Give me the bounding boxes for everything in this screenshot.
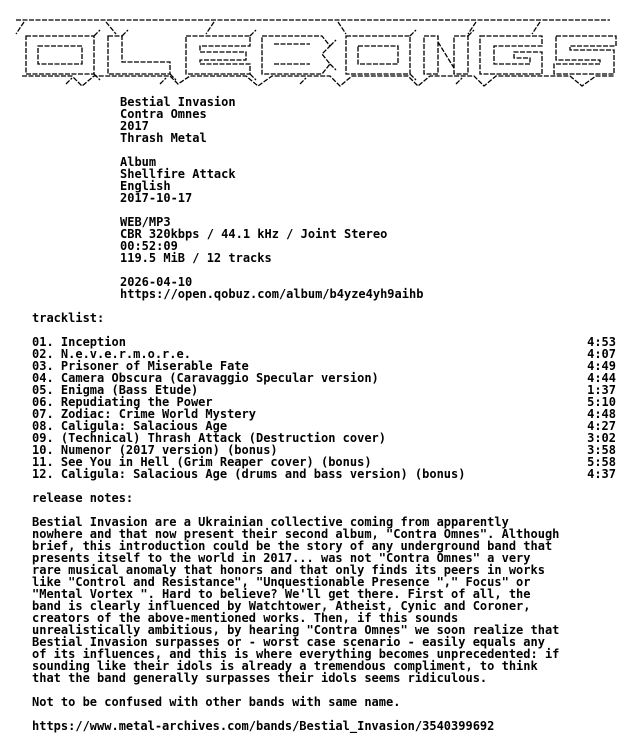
notes-line: unrealistically ambitious, by hearing "Contra Omnes" we soon realize that bbox=[32, 623, 560, 637]
notes-line: brief, this introduction could be the story of any underground band that bbox=[32, 539, 553, 553]
track-row: 12. Caligula: Salacious Age (drums and bass version) (bonus) 4:37 bbox=[32, 467, 616, 481]
notes-line: creators of the above-mentioned works. Then, if this sounds bbox=[32, 611, 459, 625]
track-row: 01. Inception 4:53 bbox=[32, 335, 616, 349]
notes-line: nowhere and that now present their second album, "Contra Omnes". Although bbox=[32, 527, 560, 541]
notes-line: Bestial Invasion surpasses or - worst case scenario - easily equals any bbox=[32, 635, 545, 649]
track-row: 05. Enigma (Bass Etude) 1:37 bbox=[32, 383, 616, 397]
notes-line: sounding like their idols is already a tremendous compliment, to think bbox=[32, 659, 538, 673]
track-row: 11. See You in Hell (Grim Reaper cover) (bonus) 5:58 bbox=[32, 455, 616, 469]
notes-line: Bestial Invasion are a Ukrainian collective coming from apparently bbox=[32, 515, 509, 529]
ascii-art-logo bbox=[10, 12, 622, 90]
track-row: 07. Zodiac: Crime World Mystery 4:48 bbox=[32, 407, 616, 421]
track-row: 04. Camera Obscura (Caravaggio Specular version) 4:44 bbox=[32, 371, 616, 385]
track-row: 10. Numenor (2017 version) (bonus) 3:58 bbox=[32, 443, 616, 457]
release-notes-header: release notes: bbox=[32, 491, 134, 505]
tracklist-header: tracklist: bbox=[32, 311, 105, 325]
notes-line: that the band generally surpasses their idols seems ridiculous. bbox=[32, 671, 488, 685]
track-row: 09. (Technical) Thrash Attack (Destruction cover) 3:02 bbox=[32, 431, 616, 445]
notes-line: band is clearly influenced by Watchtower, Atheist, Cynic and Coroner, bbox=[32, 599, 531, 613]
track-row: 08. Caligula: Salacious Age 4:27 bbox=[32, 419, 616, 433]
notes-line: presents itself to the world in 2017... was not "Contra Omnes" a very bbox=[32, 551, 531, 565]
notes-line: like "Control and Resistance", "Unquestionable Presence "," Focus" or bbox=[32, 575, 531, 589]
track-row: 03. Prisoner of Miserable Fate 4:49 bbox=[32, 359, 616, 373]
confusion-note: Not to be confused with other bands with same name. bbox=[32, 695, 401, 709]
notes-line: of its influences, and this is where everything becomes unprecedented: if bbox=[32, 647, 560, 661]
notes-line: "Mental Vortex ". Hard to believe? We'll get there. First of all, the bbox=[32, 587, 531, 601]
track-row: 02. N.e.v.e.r.m.o.r.e. 4:07 bbox=[32, 347, 616, 361]
notes-line: rare musical anomaly that honors and that only finds its peers in works bbox=[32, 563, 545, 577]
track-row: 06. Repudiating the Power 5:10 bbox=[32, 395, 616, 409]
metal-archives-url[interactable]: https://www.metal-archives.com/bands/Bestial_Invasion/3540399692 bbox=[32, 719, 495, 733]
